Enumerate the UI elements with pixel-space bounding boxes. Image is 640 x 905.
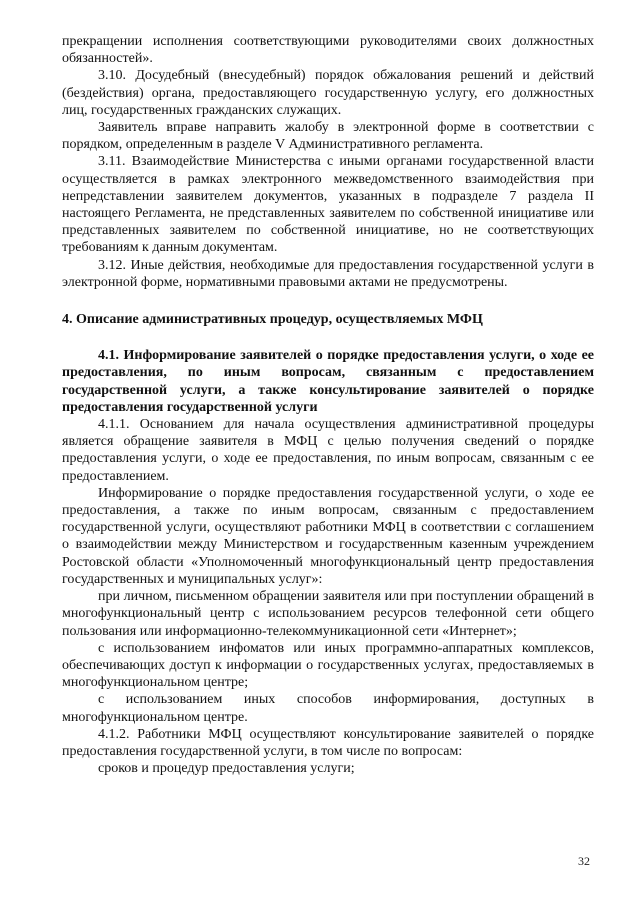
paragraph-3-10: 3.10. Досудебный (внесудебный) порядок обжалования решений и действий (бездействия) органа, предоставляющего государственную услугу, его должностных лиц, государственных гражданских служащих. [62, 68, 594, 118]
paragraph-complaint: Заявитель вправе направить жалобу в электронной форме в соответствии с порядком, определенным в разделе V Административного регламента. [62, 120, 594, 153]
paragraph-4-1-1: 4.1.1. Основанием для начала осуществления административной процедуры является обращение заявителя в МФЦ с целью получения сведений о порядке предоставления услуги, о ходе ее предоставления, по иным вопросам, связанным с ее предоставлением. [62, 417, 594, 484]
page-number: 32 [578, 854, 590, 868]
page-body [62, 33, 594, 777]
subsection-heading: 4.1. Информирование заявителей о порядке предоставления услуги, о ходе ее предоставления, по иным вопросам, связанным с предоставлением государственной услуги, а также консультирование заявителей о порядке предоставления государственной услуги [62, 348, 594, 415]
paragraph-continuation: прекращении исполнения соответствующими руководителями своих должностных обязанностей». [62, 34, 594, 67]
list-item-personal-request: при личном, письменном обращении заявителя или при поступлении обращений в многофункциональный центр с использованием ресурсов телефонной сети общего пользования или информационно-телекоммуникационной сети «Интернет»; [62, 589, 594, 639]
list-item-terms: сроков и процедур предоставления услуги; [98, 761, 355, 777]
list-item-infomats: с использованием инфоматов или иных программно-аппаратных комплексов, обеспечивающих доступ к информации о государственных услугах, предоставляемых в многофункциональном центре; [62, 640, 594, 691]
paragraph-3-12: 3.12. Иные действия, необходимые для предоставления государственной услуги в электронной форме, нормативными правовыми актами не предусмотрены. [62, 257, 594, 290]
list-item-other-ways: с использованием иных способов информирования, доступных в многофункциональном центре. [62, 692, 594, 725]
paragraph-informing: Информирование о порядке предоставления государственной услуги, о ходе ее предоставления, а также по иным вопросам, связанным с предоставлением государственной услуги, осуществляют работники МФЦ в соответствии с соглашением о взаимодействии между Министерством и государственным казенным учреждением Ростовской области «Уполномоченный многофункциональный центр предоставления государственных и муниципальных услуг»: [62, 485, 594, 587]
paragraph-4-1-2: 4.1.2. Работники МФЦ осуществляют консультирование заявителей о порядке предоставления государственной услуги, в том числе по вопросам: [62, 726, 594, 759]
paragraph-3-11: 3.11. Взаимодействие Министерства с иными органами государственной власти осуществляется в рамках электронного межведомственного взаимодействия при непредставлении заявителем документов, указанных в подразделе 7 раздела II настоящего Регламента, не представленных заявителем по собственной инициативе или представленных заявителем по собственной инициативе, но не соответствующих требованиям к данным документам. [62, 154, 594, 256]
section-heading: 4. Описание административных процедур, осуществляемых МФЦ [62, 312, 483, 328]
